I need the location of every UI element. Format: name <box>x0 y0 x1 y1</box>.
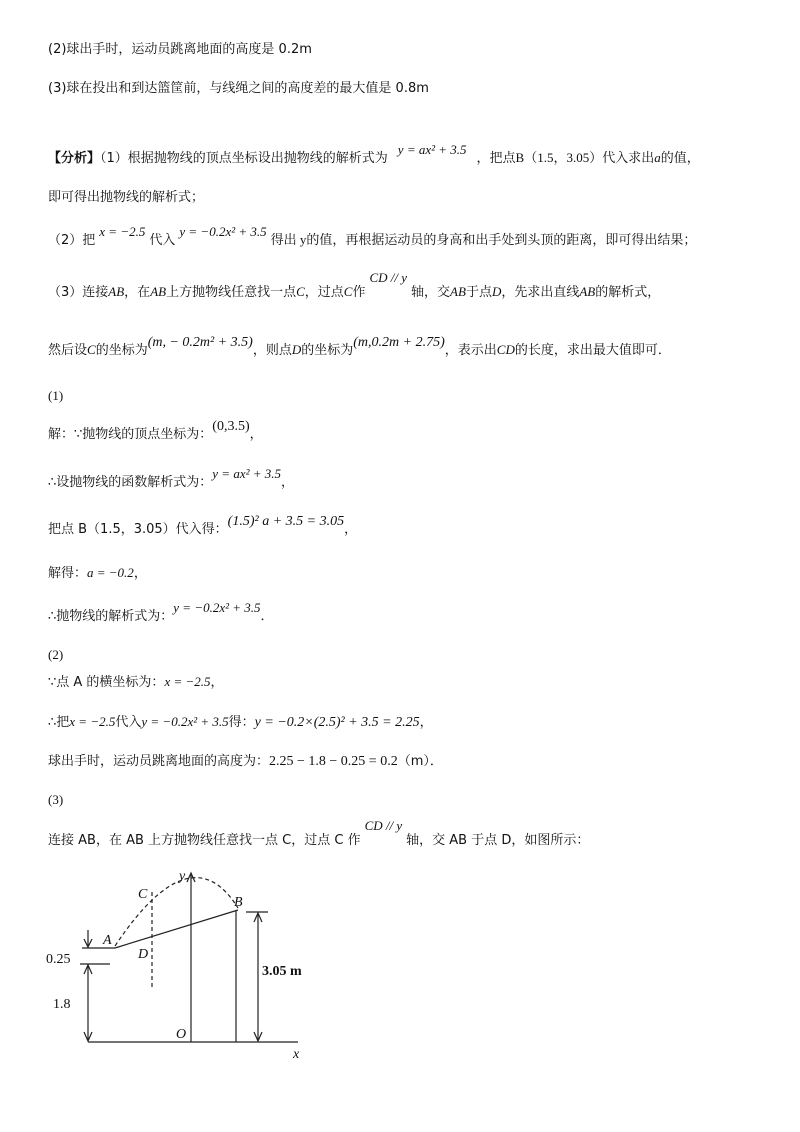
analysis-text: 于点 <box>465 285 492 300</box>
solution-1-line-5 <box>48 600 274 627</box>
label-18: 1.8 <box>53 997 71 1012</box>
label-c: C <box>296 284 305 299</box>
analysis-text: ，过点 <box>304 285 344 300</box>
solution-text: 得： <box>228 715 255 730</box>
solution-text: 解：∵抛物线的顶点坐标为： <box>48 427 213 442</box>
label-305: 3.05 m <box>262 964 302 979</box>
analysis-text: ，先求出直线 <box>501 285 580 300</box>
label-point-b: B <box>234 895 243 910</box>
label-c: C <box>343 284 353 299</box>
math-parabola-3: y = −0.2x² + 3.5 <box>141 714 229 729</box>
label-ab: AB <box>108 284 125 299</box>
math-vertex: (0,3.5) <box>212 419 250 434</box>
label-d: D <box>291 342 302 357</box>
analysis-text: 的长度，求出最大值即可． <box>514 343 671 358</box>
label-ab: AB <box>579 284 596 299</box>
math-point-b: B（1.5，3.05）代入求出 <box>515 150 655 165</box>
analysis-line-4 <box>48 335 671 361</box>
solution-text: ， <box>210 675 224 690</box>
label-y-axis: y <box>179 869 186 884</box>
solution-text: 轴，交 AB 于点 D，如图所示： <box>406 833 590 848</box>
math-cd-parallel-2: CD // y <box>364 818 403 833</box>
analysis-line-1b: 即可得出抛物线的解析式； <box>48 190 205 205</box>
math-x-eq-3: x = −2.5 <box>69 714 116 729</box>
math-sub-b: (1.5)² a + 3.5 = 3.05 <box>227 514 345 529</box>
solution-text: ∵点 A 的横坐标为： <box>48 675 165 690</box>
label-d: D <box>505 342 515 357</box>
math-parabola: y = −0.2x² + 3.5 <box>179 224 267 239</box>
analysis-text: 作 <box>352 285 366 300</box>
section-3-heading: (3) <box>48 792 64 807</box>
math-vertex-form-2: y = ax² + 3.5 <box>212 466 282 481</box>
label-d: D <box>491 284 502 299</box>
parabola-figure <box>0 860 330 1065</box>
solution-text: ， <box>344 522 358 537</box>
solution-2-line-3 <box>48 752 443 772</box>
math-calc-y: y = −0.2×(2.5)² + 3.5 = 2.25 <box>254 715 420 730</box>
solution-text: 连接 AB，在 AB 上方抛物线任意找一点 C，过点 C 作 <box>48 833 361 848</box>
answer-3: (3)球在投出和到达篮筐前，与线绳之间的高度差的最大值是 0.8m <box>48 81 429 96</box>
analysis-text: （2）把 <box>48 233 96 248</box>
analysis-line-3 <box>48 270 661 303</box>
analysis-line-1 <box>48 142 700 169</box>
solution-text: ， <box>419 715 433 730</box>
answer-2: (2)球出手时，运动员跳离地面的高度是 0.2m <box>48 42 312 57</box>
math-height-calc: 2.25 − 1.8 − 0.25 = 0.2 <box>269 754 398 769</box>
analysis-text: ，表示出 <box>444 343 497 358</box>
solution-text: 代入 <box>115 715 142 730</box>
label-point-a: A <box>103 933 112 948</box>
label-x-axis: x <box>293 1047 300 1062</box>
section-1-heading: (1) <box>48 388 64 403</box>
analysis-tag: 【分析】 <box>48 151 101 166</box>
analysis-text: 轴，交 <box>411 285 451 300</box>
analysis-line-2 <box>48 224 697 251</box>
solution-2-line-1 <box>48 672 224 693</box>
math-c-coord: (m, − 0.2m² + 3.5) <box>147 335 253 350</box>
solution-1-line-1 <box>48 419 263 445</box>
section-2-heading: (2) <box>48 647 64 662</box>
label-c: C <box>496 342 506 357</box>
analysis-text: （3）连接 <box>48 285 109 300</box>
label-ab: AB <box>450 284 466 299</box>
math-parabola-2: y = −0.2x² + 3.5 <box>173 600 261 615</box>
label-025: 0.25 <box>46 952 71 967</box>
solution-text: ∴抛物线的解析式为： <box>48 609 174 624</box>
analysis-text: 然后设 <box>48 343 88 358</box>
analysis-text: 的解析式， <box>595 285 661 300</box>
analysis-text: 的值， <box>660 151 700 166</box>
segment-ab <box>115 910 238 948</box>
solution-1-line-4 <box>48 563 147 584</box>
math-cd-parallel: CD // y <box>369 270 408 285</box>
solution-1-line-2 <box>48 466 295 493</box>
solution-text: ， <box>249 427 263 442</box>
solution-1-line-3 <box>48 514 358 540</box>
solution-text: 把点 B（1.5，3.05）代入得： <box>48 522 228 537</box>
solution-text: ． <box>260 609 274 624</box>
analysis-text: 的坐标为 <box>301 343 354 358</box>
analysis-text: 的坐标为 <box>95 343 148 358</box>
analysis-text: ，把点 <box>476 151 516 166</box>
label-ab: AB <box>150 284 167 299</box>
label-point-c: C <box>138 887 148 902</box>
solution-text: ∴设抛物线的函数解析式为： <box>48 475 213 490</box>
analysis-text: 代入 <box>149 233 176 248</box>
analysis-text: 上方抛物线任意找一点 <box>166 285 297 300</box>
math-d-coord: (m,0.2m + 2.75) <box>353 335 445 350</box>
solution-text: 球出手时，运动员跳离地面的高度为： <box>48 754 270 769</box>
solution-text: ∴把 <box>48 715 70 730</box>
solution-text: ， <box>281 475 295 490</box>
analysis-text: （1）根据抛物线的顶点坐标设出抛物线的解析式为 <box>100 151 388 166</box>
analysis-text: ，在 <box>124 285 151 300</box>
label-point-d: D <box>138 947 149 962</box>
solution-2-line-2 <box>48 712 433 733</box>
math-vertex-form: y = ax² + 3.5 <box>397 142 467 157</box>
math-x-eq: x = −2.5 <box>99 224 146 239</box>
solution-text: 解得： <box>48 566 88 581</box>
label-origin: O <box>176 1027 187 1042</box>
math-a-val: a = −0.2 <box>87 565 134 580</box>
math-get-y: 得出 y <box>270 232 307 247</box>
math-a-var: a <box>654 150 661 165</box>
solution-3-line-1 <box>48 818 590 851</box>
parabola-curve <box>115 878 238 946</box>
solution-text: （m）． <box>397 754 443 769</box>
solution-text: ， <box>133 566 147 581</box>
analysis-text: 的值，再根据运动员的身高和出手处到头顶的距离，即可得出结果； <box>306 233 697 248</box>
label-c: C <box>87 342 96 357</box>
analysis-text: ，则点 <box>252 343 292 358</box>
math-x-eq-2: x = −2.5 <box>164 674 211 689</box>
